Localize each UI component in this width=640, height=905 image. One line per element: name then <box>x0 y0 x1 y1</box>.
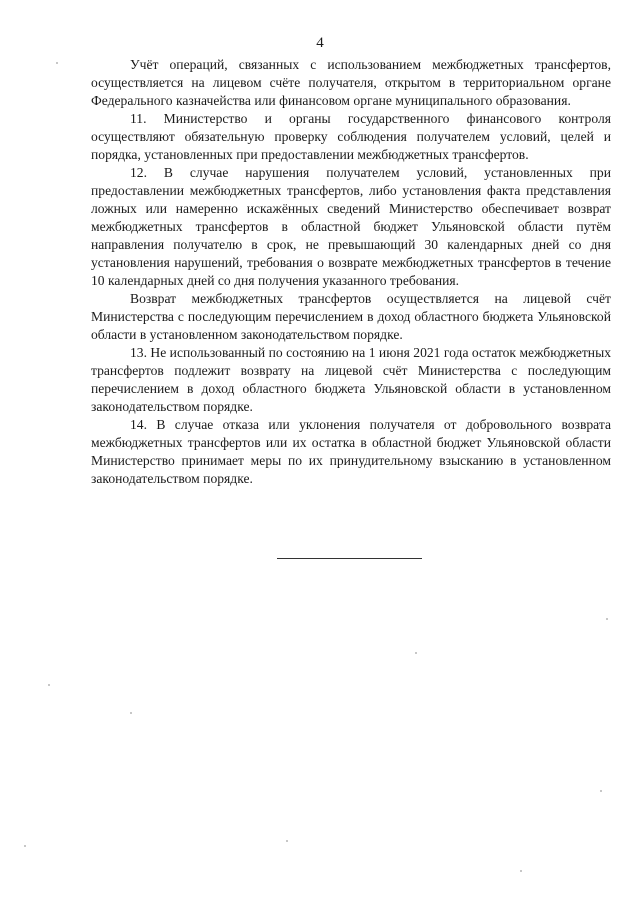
paragraph-return: Возврат межбюджетных трансфертов осуществляется на лицевой счёт Министерства с последующим перечислением в доход областного бюджета Ульяновской области в установленном законодательством порядке. <box>91 291 611 342</box>
page-number: 4 <box>316 35 324 51</box>
scan-speck <box>24 845 26 847</box>
scan-speck <box>48 684 50 686</box>
paragraph-14-refusal: 14. В случае отказа или уклонения получателя от добровольного возврата межбюджетных трансфертов или их остатка в областной бюджет Ульяновской области Министерство принимает меры по их принудительному взысканию в установленном законодательством порядке. <box>91 417 611 486</box>
paragraph-12-violation: 12. В случае нарушения получателем условий, установленных при предоставлении межбюджетных трансфертов, либо установления факта представления ложных или намеренно искажённых сведений Министерство обеспечивает возврат межбюджетных трансфертов в областной бюджет Ульяновской области путём направления получателю в срок, не превышающий 30 календарных дней со дня установления нарушений, требования о возврате межбюджетных трансфертов в течение 10 календарных дней со дня получения указанного требования. <box>91 165 611 288</box>
paragraph-13-unused-balance: 13. Не использованный по состоянию на 1 июня 2021 года остаток межбюджетных трансфертов подлежит возврату на лицевой счёт Министерства с последующим перечислением в доход областного бюджета Ульяновской области в установленном законодательством порядке. <box>91 345 611 414</box>
scan-speck <box>415 652 417 654</box>
paragraph-11-control: 11. Министерство и органы государственного финансового контроля осуществляют обязательную проверку соблюдения получателем условий, целей и порядка, установленных при предоставлении межбюджетных трансфертов. <box>91 111 611 162</box>
scan-speck <box>520 870 522 872</box>
paragraph-accounting: Учёт операций, связанных с использованием межбюджетных трансфертов, осуществляется на лицевом счёте получателя, открытом в территориальном органе Федерального казначейства или финансовом органе муниципального образования. <box>91 57 611 108</box>
scan-speck <box>56 62 58 64</box>
scan-speck <box>286 840 288 842</box>
closing-separator-line <box>277 558 422 559</box>
document-body <box>91 56 611 488</box>
scan-speck <box>600 790 602 792</box>
scan-speck <box>130 712 132 714</box>
scan-speck <box>606 618 608 620</box>
